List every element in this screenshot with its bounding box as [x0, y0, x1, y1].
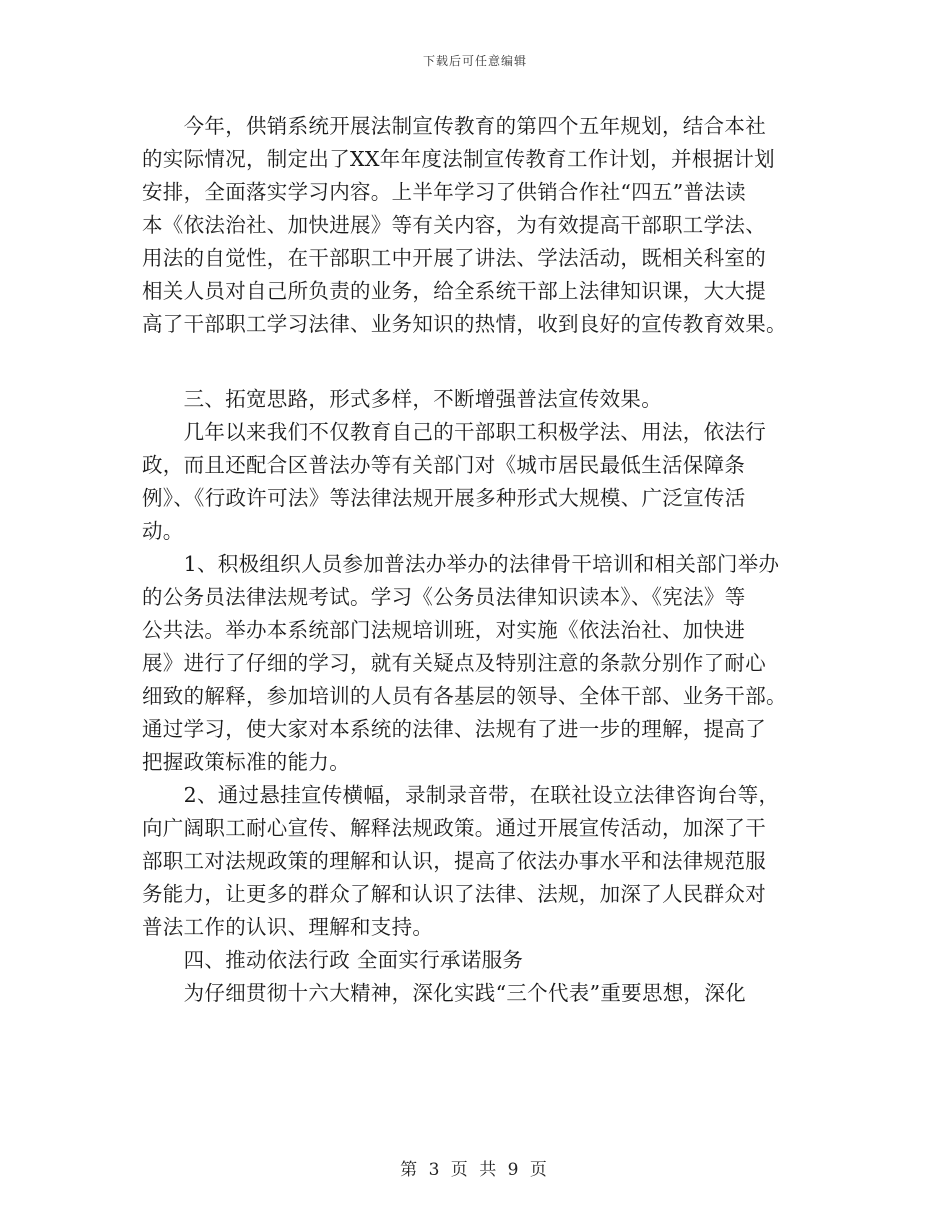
text-line: 细致的解释，参加培训的人员有各基层的领导、全体干部、业务干部。 — [142, 684, 787, 708]
text-line: 今年，供销系统开展法制宣传教育的第四个五年规划，结合本社 — [142, 114, 766, 138]
text-line: 本《依法治社、加快进展》等有关内容，为有效提高干部职工学法、 — [142, 213, 766, 237]
text-line: 把握政策标准的能力。 — [142, 750, 350, 774]
paragraph — [142, 548, 807, 779]
paragraph-gap — [142, 341, 807, 383]
page-header: 下载后可任意编辑 — [422, 54, 527, 68]
paragraph — [142, 416, 807, 548]
text-line: 用法的自觉性，在干部职工中开展了讲法、学法活动，既相关科室的 — [142, 246, 766, 270]
text-line: 2、通过悬挂宣传横幅，录制录音带，在联社设立法律咨询台等， — [142, 783, 780, 807]
text-line: 的实际情况，制定出了XX年年度法制宣传教育工作计划，并根据计划 — [142, 147, 775, 171]
text-line: 展》进行了仔细的学习，就有关疑点及特别注意的条款分别作了耐心 — [142, 651, 766, 675]
text-line: 的公务员法律法规考试。学习《公务员法律知识读本》、《宪法》等 — [142, 585, 746, 609]
text-line: 公共法。举办本系统部门法规培训班，对实施《依法治社、加快进 — [142, 618, 746, 642]
section-heading: 三、拓宽思路，形式多样，不断增强普法宣传效果。 — [142, 387, 662, 411]
text-line: 安排，全面落实学习内容。上半年学习了供销合作社“四五”普法读 — [142, 180, 746, 204]
section-heading: 四、推动依法行政 全面实行承诺服务 — [142, 948, 524, 972]
paragraph — [142, 977, 807, 1010]
text-line: 例》、《行政许可法》等法律法规开展多种形式大规模、广泛宣传活 — [142, 486, 746, 510]
text-line: 相关人员对自己所负责的业务，给全系统干部上法律知识课，大大提 — [142, 279, 766, 303]
text-line: 高了干部职工学习法律、业务知识的热情，收到良好的宣传教育效果。 — [142, 312, 787, 336]
text-line: 几年以来我们不仅教育自己的干部职工积极学法、用法，依法行 — [142, 420, 766, 444]
text-line: 通过学习，使大家对本系统的法律、法规有了进一步的理解，提高了 — [142, 717, 766, 741]
paragraph — [142, 110, 807, 341]
paragraph — [142, 779, 807, 944]
text-line: 1、积极组织人员参加普法办举办的法律骨干培训和相关部门举办 — [142, 552, 780, 576]
text-line: 政，而且还配合区普法办等有关部门对《城市居民最低生活保障条 — [142, 453, 746, 477]
document-body — [142, 110, 807, 1010]
text-line: 动。 — [142, 519, 184, 543]
page-footer: 第 3 页 共 9 页 — [400, 1160, 550, 1180]
text-line: 普法工作的认识、理解和支持。 — [142, 915, 434, 939]
text-line: 务能力，让更多的群众了解和认识了法律、法规，加深了人民群众对 — [142, 882, 766, 906]
text-line: 为仔细贯彻十六大精神，深化实践“三个代表”重要思想，深化 — [142, 981, 746, 1005]
text-line: 向广阔职工耐心宣传、解释法规政策。通过开展宣传活动，加深了干 — [142, 816, 766, 840]
text-line: 部职工对法规政策的理解和认识，提高了依法办事水平和法律规范服 — [142, 849, 766, 873]
